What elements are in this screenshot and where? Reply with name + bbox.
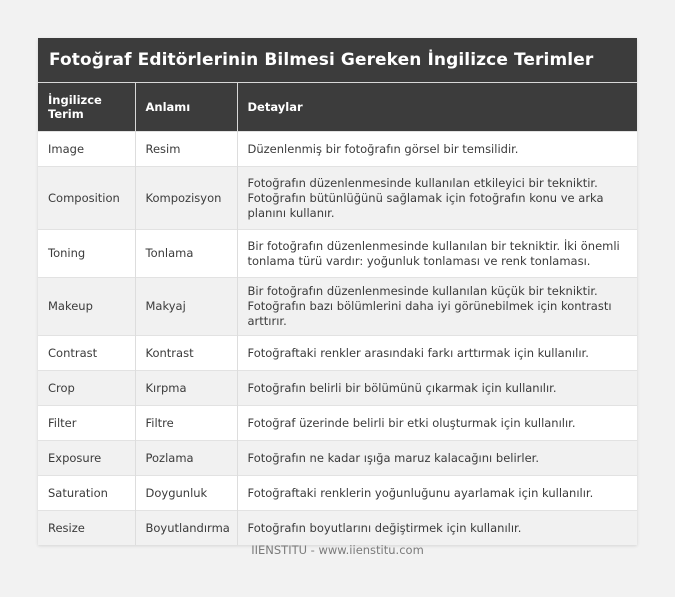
- terms-table-card: [38, 38, 637, 545]
- term-cell: Resize: [38, 511, 135, 546]
- table-header-row: [38, 83, 637, 132]
- term-cell: Makeup: [38, 278, 135, 336]
- term-cell: Composition: [38, 167, 135, 230]
- meaning-cell: Makyaj: [135, 278, 237, 336]
- terms-table: [38, 83, 637, 545]
- table-row: [38, 476, 637, 511]
- table-row: [38, 167, 637, 230]
- details-cell: Fotoğrafın düzenlenmesinde kullanılan etkileyici bir tekniktir. Fotoğrafın bütünlüğünü sağlamak için fotoğrafın konu ve arka planını kullanır.: [237, 167, 637, 230]
- details-cell: Fotoğraf üzerinde belirli bir etki oluşturmak için kullanılır.: [237, 406, 637, 441]
- details-cell: Bir fotoğrafın düzenlenmesinde kullanılan bir tekniktir. İki önemli tonlama türü vardır: yoğunluk tonlaması ve renk tonlaması.: [237, 230, 637, 278]
- table-row: [38, 371, 637, 406]
- column-header-details: Detaylar: [237, 83, 637, 132]
- table-row: [38, 336, 637, 371]
- term-cell: Filter: [38, 406, 135, 441]
- details-cell: Bir fotoğrafın düzenlenmesinde kullanılan küçük bir tekniktir. Fotoğrafın bazı bölümlerini daha iyi görünebilmek için kontrastı arttırır.: [237, 278, 637, 336]
- meaning-cell: Kırpma: [135, 371, 237, 406]
- table-row: [38, 278, 637, 336]
- meaning-cell: Tonlama: [135, 230, 237, 278]
- details-cell: Fotoğrafın boyutlarını değiştirmek için kullanılır.: [237, 511, 637, 546]
- term-cell: Exposure: [38, 441, 135, 476]
- meaning-cell: Resim: [135, 132, 237, 167]
- details-cell: Fotoğraftaki renkler arasındaki farkı arttırmak için kullanılır.: [237, 336, 637, 371]
- table-row: [38, 132, 637, 167]
- table-row: [38, 441, 637, 476]
- table-title: Fotoğraf Editörlerinin Bilmesi Gereken İngilizce Terimler: [49, 50, 594, 70]
- meaning-cell: Kompozisyon: [135, 167, 237, 230]
- details-cell: Düzenlenmiş bir fotoğrafın görsel bir temsilidir.: [237, 132, 637, 167]
- details-cell: Fotoğrafın belirli bir bölümünü çıkarmak için kullanılır.: [237, 371, 637, 406]
- term-cell: Saturation: [38, 476, 135, 511]
- details-cell: Fotoğrafın ne kadar ışığa maruz kalacağını belirler.: [237, 441, 637, 476]
- column-header-meaning: Anlamı: [135, 83, 237, 132]
- meaning-cell: Pozlama: [135, 441, 237, 476]
- table-row: [38, 230, 637, 278]
- meaning-cell: Doygunluk: [135, 476, 237, 511]
- meaning-cell: Filtre: [135, 406, 237, 441]
- table-title-bar: [38, 38, 637, 83]
- term-cell: Contrast: [38, 336, 135, 371]
- meaning-cell: Kontrast: [135, 336, 237, 371]
- column-header-term: İngilizce Terim: [38, 83, 135, 132]
- table-row: [38, 511, 637, 546]
- term-cell: Crop: [38, 371, 135, 406]
- details-cell: Fotoğraftaki renklerin yoğunluğunu ayarlamak için kullanılır.: [237, 476, 637, 511]
- table-row: [38, 406, 637, 441]
- meaning-cell: Boyutlandırma: [135, 511, 237, 546]
- footer-credit: IIENSTITU - www.iienstitu.com: [251, 543, 424, 557]
- term-cell: Image: [38, 132, 135, 167]
- term-cell: Toning: [38, 230, 135, 278]
